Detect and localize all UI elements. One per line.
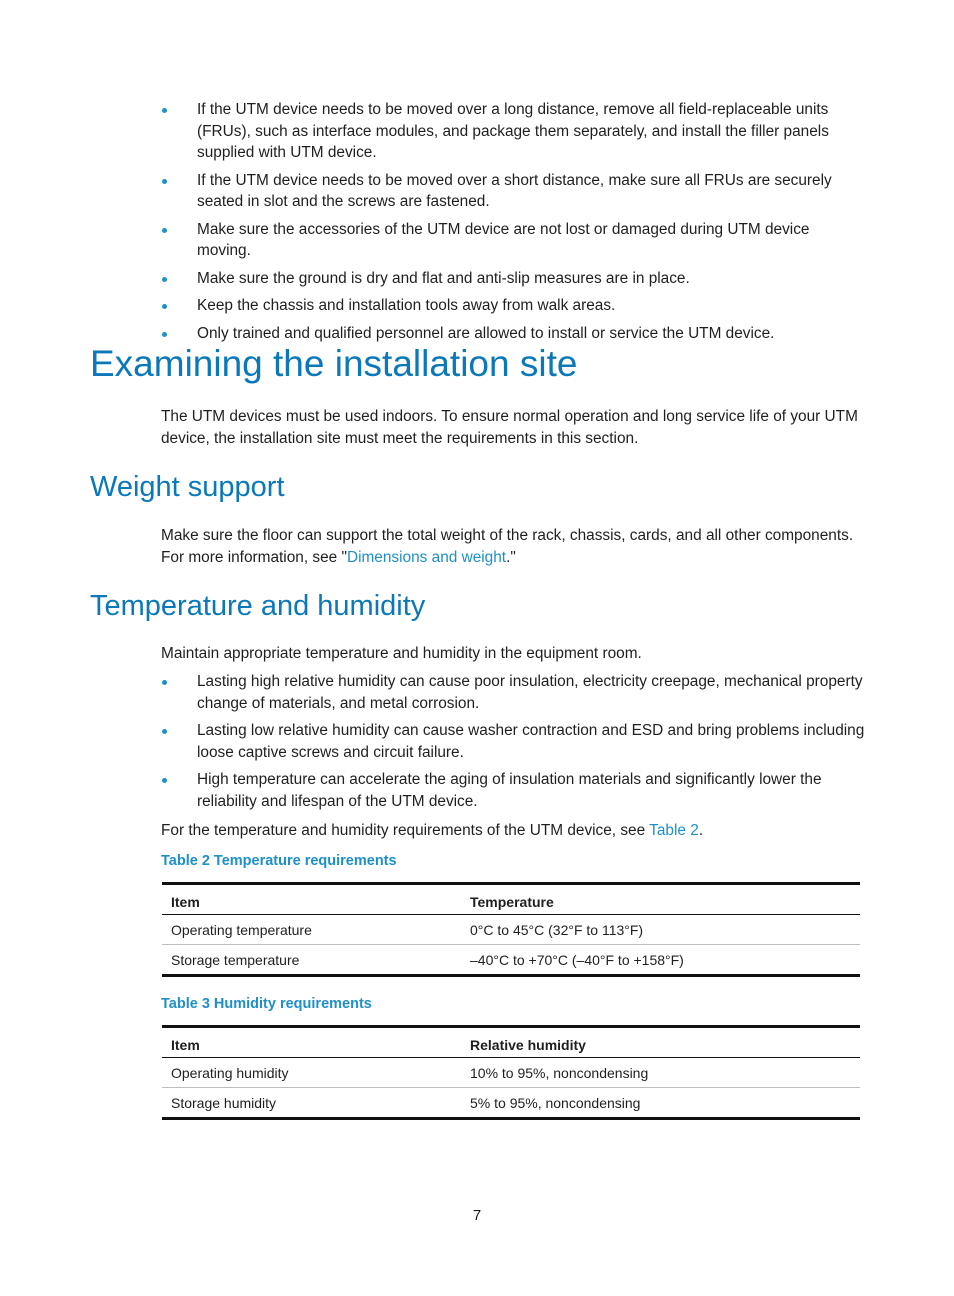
list-item (161, 219, 866, 262)
table-cell: Storage humidity (162, 1088, 461, 1119)
column-header-temperature: Temperature (461, 884, 860, 915)
list-item-text: Lasting high relative humidity can cause poor insulation, electricity creepage, mechanical property change of materials, and metal corrosion. (197, 673, 863, 712)
list-item (161, 720, 866, 763)
section-title-weight: Weight support (90, 471, 285, 503)
table-row (162, 915, 860, 945)
table-2-link[interactable]: Table 2 (649, 822, 699, 839)
moving-precautions-list (161, 99, 866, 350)
list-item (161, 99, 866, 164)
list-item-text: High temperature can accelerate the aging of insulation materials and significantly lower the reliability and lifespan of the UTM device. (197, 771, 822, 810)
table-header-row (162, 1027, 860, 1058)
table-row (162, 1088, 860, 1119)
table-cell: –40°C to +70°C (–40°F to +158°F) (461, 945, 860, 976)
section-title-examining: Examining the installation site (90, 343, 578, 384)
table-cell: Operating temperature (162, 915, 461, 945)
table-cell: 10% to 95%, noncondensing (461, 1058, 860, 1088)
column-header-item: Item (162, 884, 461, 915)
section-title-temperature: Temperature and humidity (90, 590, 426, 622)
bullet-icon (162, 228, 167, 233)
bullet-icon (162, 277, 167, 282)
temperature-table (162, 882, 860, 977)
reference-text: For the temperature and humidity requirements of the UTM device, see (161, 822, 650, 839)
list-item-text: Only trained and qualified personnel are allowed to install or service the UTM device. (197, 324, 775, 342)
list-item-text: Lasting low relative humidity can cause washer contraction and ESD and bring problems including loose captive screws and circuit failure. (197, 722, 865, 761)
bullet-icon (162, 778, 167, 783)
weight-text-end: ." (506, 548, 516, 566)
list-item (161, 671, 866, 714)
column-header-relative-humidity: Relative humidity (461, 1027, 860, 1058)
table-header-row (162, 884, 860, 915)
list-item (161, 295, 866, 317)
weight-text: Make sure the floor can support the total weight of the rack, chassis, cards, and all other components. For more information, see " (161, 527, 854, 566)
weight-paragraph (161, 525, 866, 568)
list-item-text: Make sure the accessories of the UTM device are not lost or damaged during UTM device moving. (197, 220, 810, 259)
humidity-effects-list (161, 671, 866, 818)
page-number: 7 (472, 1207, 482, 1224)
bullet-icon (162, 179, 167, 184)
bullet-icon (162, 332, 167, 337)
table-cell: Storage temperature (162, 945, 461, 976)
dimensions-and-weight-link[interactable]: Dimensions and weight (346, 548, 507, 566)
list-item (161, 268, 866, 290)
table-reference-paragraph (161, 820, 866, 842)
list-item-text: If the UTM device needs to be moved over a short distance, make sure all FRUs are securely seated in slot and the screws are fastened. (197, 171, 832, 210)
reference-text-end: . (698, 822, 704, 839)
table-cell: 5% to 95%, noncondensing (461, 1088, 860, 1119)
list-item-text: Make sure the ground is dry and flat and anti-slip measures are in place. (197, 269, 690, 287)
table-row (162, 945, 860, 976)
table-cell: 0°C to 45°C (32°F to 113°F) (461, 915, 860, 945)
temperature-intro: Maintain appropriate temperature and humidity in the equipment room. (161, 645, 642, 662)
bullet-icon (162, 304, 167, 309)
list-item-text: Keep the chassis and installation tools away from walk areas. (197, 297, 616, 314)
list-item (161, 769, 866, 812)
examining-intro: The UTM devices must be used indoors. To ensure normal operation and long service life of your UTM device, the installation site must meet the requirements in this section. (161, 408, 858, 447)
table-3-caption: Table 3 Humidity requirements (161, 996, 372, 1012)
list-item (161, 170, 866, 213)
humidity-table (162, 1025, 860, 1120)
column-header-item: Item (162, 1027, 461, 1058)
list-item-text: If the UTM device needs to be moved over a long distance, remove all field-replaceable units (FRUs), such as interface modules, and package them separately, and install the filler panels supplied with UTM device. (197, 101, 829, 161)
table-row (162, 1058, 860, 1088)
bullet-icon (162, 729, 167, 734)
table-cell: Operating humidity (162, 1058, 461, 1088)
bullet-icon (162, 680, 167, 685)
table-2-caption: Table 2 Temperature requirements (161, 853, 397, 869)
bullet-icon (162, 108, 167, 113)
